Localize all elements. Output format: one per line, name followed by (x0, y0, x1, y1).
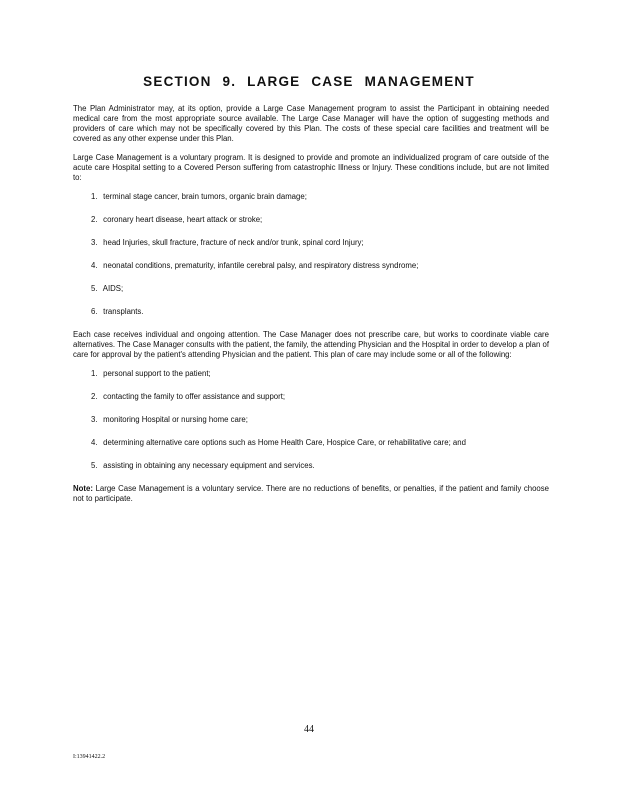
page-number: 44 (304, 724, 314, 735)
intro-paragraph: The Plan Administrator may, at its option, provide a Large Case Management program to assist the Participant in obtaining needed medical care from the most appropriate source available. The Large Case Manager will have the option of suggesting methods and providers of care which may not be specifically covered by this Plan. The costs of these special care facilities and treatment will be covered as any other expense under this Plan. (73, 104, 549, 143)
list-item-number: 1. (91, 192, 98, 201)
document-id: I:13941422.2 (73, 754, 106, 760)
list-item-number: 6. (91, 307, 98, 316)
list-item-number: 3. (91, 415, 98, 424)
list-item-number: 4. (91, 261, 98, 270)
list-item-text: neonatal conditions, prematurity, infantile cerebral palsy, and respiratory distress syndrome; (103, 261, 419, 270)
note-label: Note: (73, 484, 93, 493)
list-item (91, 392, 549, 402)
list-item (91, 461, 549, 471)
list-item (91, 238, 549, 248)
section-title: SECTION 9. LARGE CASE MANAGEMENT (143, 74, 475, 89)
conditions-list (73, 192, 549, 317)
document-body (73, 104, 549, 513)
list-item (91, 215, 549, 225)
list-item-number: 2. (91, 392, 98, 401)
list-item (91, 307, 549, 317)
list-item-text: monitoring Hospital or nursing home care; (103, 415, 248, 424)
list-item-text: AIDS; (102, 284, 124, 293)
list-item-text: terminal stage cancer, brain tumors, organic brain damage; (103, 192, 307, 201)
list-item-text: head Injuries, skull fracture, fracture of neck and/or trunk, spinal cord Injury; (103, 238, 364, 247)
note-paragraph (73, 484, 549, 504)
list-item-text: personal support to the patient; (103, 369, 211, 378)
list-item-number: 1. (91, 369, 98, 378)
list-item (91, 192, 549, 202)
list-item (91, 438, 549, 448)
list-item-text: assisting in obtaining any necessary equipment and services. (103, 461, 315, 470)
list-item-number: 3. (91, 238, 98, 247)
plan-items-list (73, 369, 549, 471)
note-text: Large Case Management is a voluntary service. There are no reductions of benefits, or penalties, if the patient and family choose not to participate. (73, 484, 550, 503)
list-item-text: determining alternative care options such as Home Health Care, Hospice Care, or rehabilitative care; and (103, 438, 466, 447)
list-item (91, 284, 549, 294)
list-item (91, 415, 549, 425)
case-paragraph: Each case receives individual and ongoing attention. The Case Manager does not prescribe care, but works to coordinate viable care alternatives. The Case Manager consults with the patient, the family, the attending Physician and the Hospital in order to develop a plan of care for approval by the patient's attending Physician and the patient. This plan of care may include some or all of the following: (73, 330, 549, 359)
list-item-number: 5. (91, 284, 98, 293)
voluntary-paragraph: Large Case Management is a voluntary program. It is designed to provide and promote an individualized program of care outside of the acute care Hospital setting to a Covered Person suffering from catastrophic Illness or Injury. These conditions include, but are not limited to: (73, 153, 549, 182)
list-item-text: contacting the family to offer assistance and support; (103, 392, 286, 401)
list-item-number: 4. (91, 438, 98, 447)
list-item (91, 369, 549, 379)
list-item-number: 5. (91, 461, 98, 470)
list-item-text: transplants. (103, 307, 144, 316)
list-item-text: coronary heart disease, heart attack or stroke; (103, 215, 263, 224)
list-item-number: 2. (91, 215, 98, 224)
list-item (91, 261, 549, 271)
